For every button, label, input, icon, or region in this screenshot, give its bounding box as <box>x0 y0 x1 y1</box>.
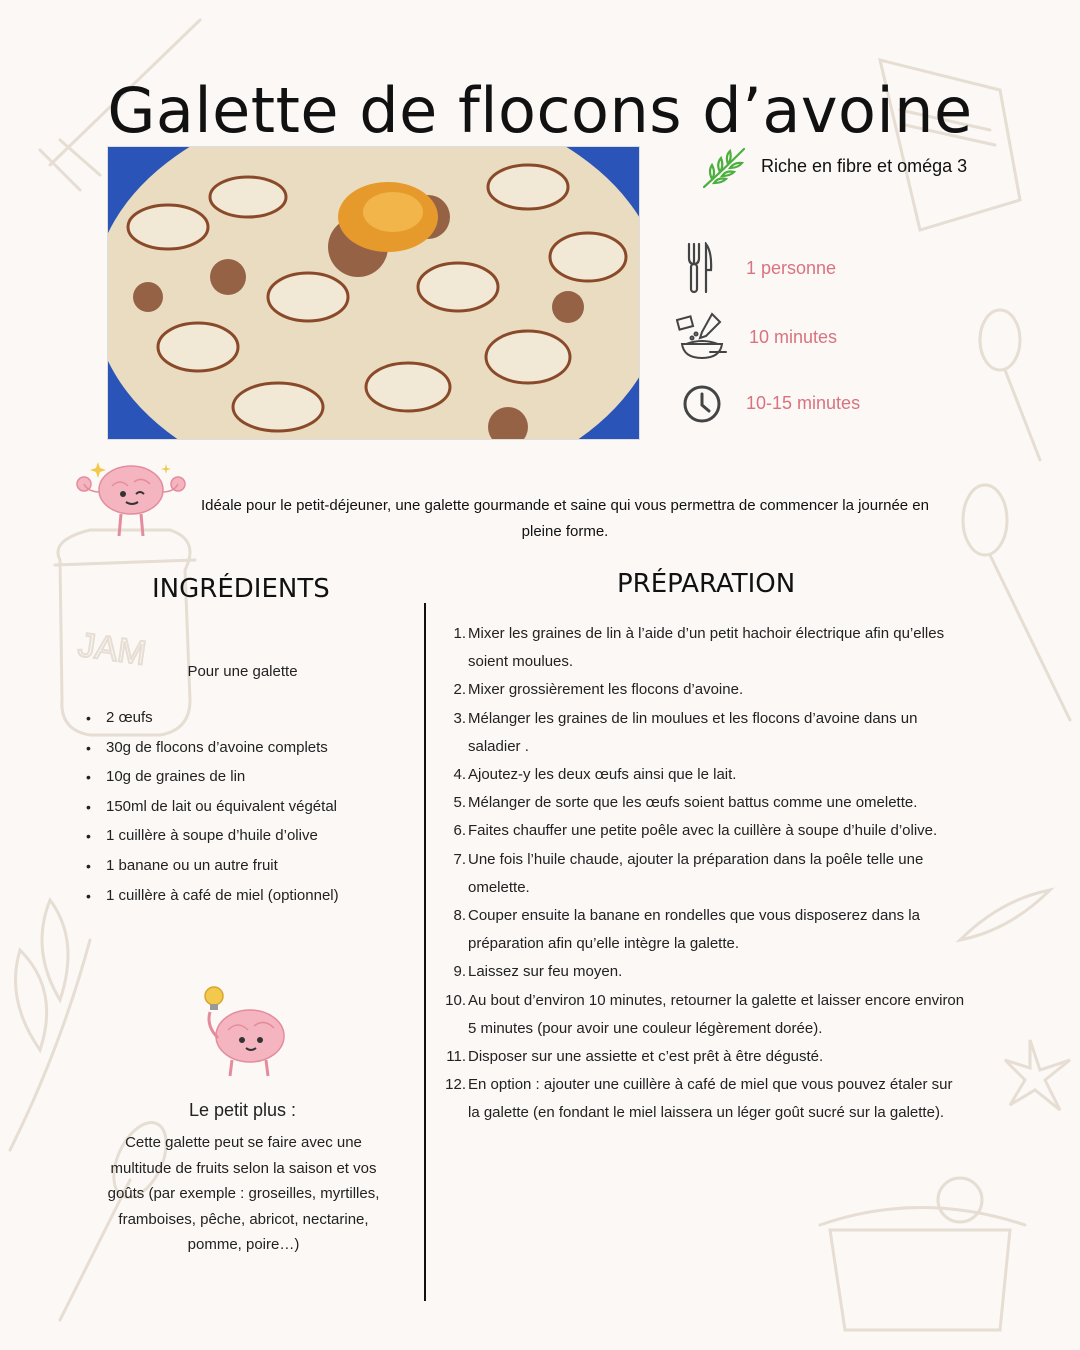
step-number: 9. <box>453 963 466 981</box>
lightbulb-icon <box>205 987 223 1005</box>
step-number: 1. <box>453 625 466 642</box>
step-number: 7. <box>453 850 466 868</box>
preparation-steps <box>446 620 966 1128</box>
servings-text: 1 personne <box>746 258 837 278</box>
step-text: Une fois l’huile chaude, ajouter la préparation dans la poêle telle une omelette. <box>468 850 924 896</box>
ingredient-item: • 1 cuillère à soupe d’huile d’olive <box>86 824 339 854</box>
step-text: Ajoutez-y les deux œufs ainsi que le lait. <box>468 766 737 784</box>
leaf-icon <box>700 145 748 191</box>
step-number: 4. <box>453 766 466 784</box>
preparation-step <box>446 620 966 676</box>
preparation-step <box>446 1043 966 1071</box>
ingredient-item: • 2 œufs <box>86 706 339 736</box>
ingredient-item: • 1 cuillère à café de miel (optionnel) <box>86 884 339 914</box>
galette-photo <box>107 146 640 440</box>
step-number: 6. <box>453 822 466 840</box>
fork-knife-icon <box>686 242 714 294</box>
step-text: Disposer sur une assiette et c’est prêt à être dégusté. <box>468 1048 824 1066</box>
leaf-branch-doodle <box>10 940 90 1150</box>
step-text: Mixer les graines de lin à l’aide d’un petit hachoir électrique afin qu’elles soient moulues. <box>468 625 945 671</box>
step-number: 8. <box>453 907 466 925</box>
preparation-step <box>446 676 966 704</box>
column-divider <box>424 603 426 1301</box>
brain-mascot-idea <box>198 982 294 1078</box>
preparation-step <box>446 789 966 817</box>
prep-time-text: 10 minutes <box>749 327 838 347</box>
preparation-step <box>446 958 966 986</box>
step-text: Mélanger les graines de lin moulues et les flocons d’avoine dans un saladier . <box>468 709 918 755</box>
preparation-step <box>446 817 966 845</box>
ingredient-item: • 10g de graines de lin <box>86 765 339 795</box>
preparation-step <box>446 846 966 902</box>
star-anise-doodle <box>1005 1040 1070 1110</box>
step-text: Au bout d’environ 10 minutes, retourner la galette et laisser encore environ 5 minutes (pour avoir une couleur légèrement dorée). <box>468 991 965 1037</box>
preparation-step <box>446 902 966 958</box>
jam-jar-label: JAM <box>75 625 149 673</box>
tip-text: Cette galette peut se faire avec une multitude de fruits selon la saison et vos goûts (par exemple : groseilles, myrtilles, framboises, pêche, abricot, nectarine, pomme, poire…) <box>107 1134 380 1253</box>
preparation-step <box>446 987 966 1043</box>
page-title: Galette de flocons d’avoine <box>107 73 973 147</box>
brain-mascot-flexing <box>76 458 186 544</box>
step-text: Mixer grossièrement les flocons d’avoine. <box>468 681 744 699</box>
ingredients-subtitle: Pour une galette <box>187 663 298 680</box>
tip-title: Le petit plus : <box>188 1100 297 1120</box>
pot-doodle <box>830 1230 1010 1330</box>
preparation-step <box>446 1071 966 1127</box>
step-number: 3. <box>453 709 466 727</box>
intro-text: Idéale pour le petit-déjeuner, une galette gourmande et saine qui vous permettra de commencer la journée en pleine forme. <box>201 497 929 540</box>
mixing-bowl-icon <box>676 310 728 362</box>
highlight-text: Riche en fibre et oméga 3 <box>761 156 968 176</box>
clock-icon <box>682 384 722 424</box>
step-number: 11. <box>446 1048 466 1066</box>
step-text: Couper ensuite la banane en rondelles que vous disposerez dans la préparation afin qu’elle intègre la galette. <box>468 907 920 953</box>
step-text: Laissez sur feu moyen. <box>468 963 623 981</box>
preparation-heading: PRÉPARATION <box>617 569 796 599</box>
preparation-step <box>446 761 966 789</box>
preparation-step <box>446 705 966 761</box>
step-text: Faites chauffer une petite poêle avec la cuillère à soupe d’huile d’olive. <box>468 822 938 840</box>
step-number: 2. <box>453 681 466 699</box>
spoon-doodle <box>1005 370 1040 460</box>
step-number: 10. <box>445 991 466 1009</box>
cook-time-text: 10-15 minutes <box>746 393 861 413</box>
step-text: En option : ajouter une cuillère à café de miel que vous pouvez étaler sur la galette (en fondant le miel laissera un léger goût sucré sur la galette). <box>468 1076 953 1122</box>
ingredients-list <box>86 706 339 913</box>
ingredient-item: • 1 banane ou un autre fruit <box>86 854 339 884</box>
ingredient-item: • 30g de flocons d’avoine complets <box>86 736 339 766</box>
ingredient-item: • 150ml de lait ou équivalent végétal <box>86 795 339 825</box>
step-number: 12. <box>445 1076 466 1094</box>
step-number: 5. <box>453 794 466 812</box>
step-text: Mélanger de sorte que les œufs soient battus comme une omelette. <box>468 794 918 812</box>
ingredients-heading: INGRÉDIENTS <box>152 574 330 604</box>
